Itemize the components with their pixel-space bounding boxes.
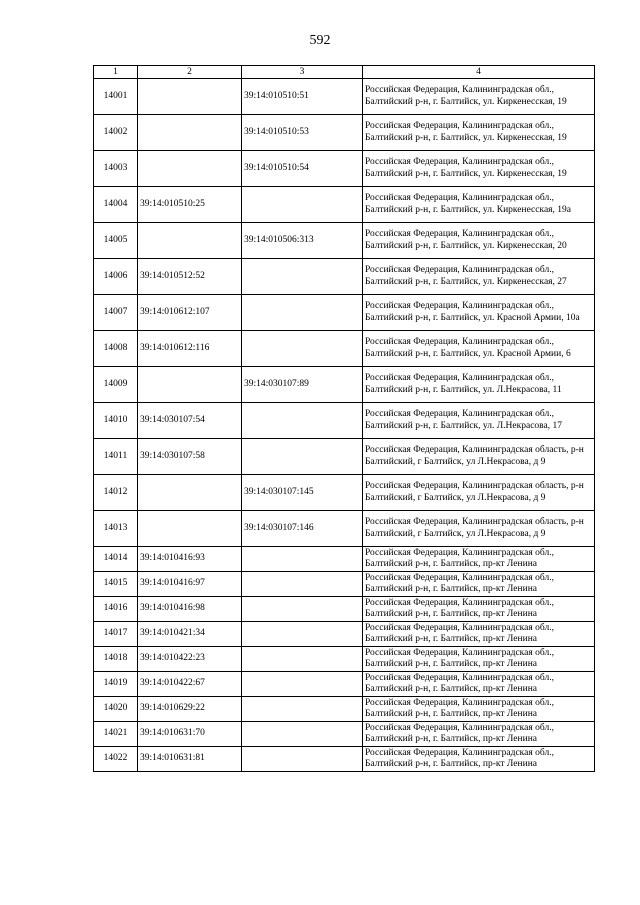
cadastral-number-col2: 39:14:030107:58 xyxy=(138,439,242,475)
cadastral-number-col3 xyxy=(242,597,363,622)
row-number: 14018 xyxy=(94,647,138,672)
cadastral-number-col3 xyxy=(242,439,363,475)
table-header-row xyxy=(94,66,595,79)
address: Российская Федерация, Калининградская обл., Балтийский р-н, г. Балтийск, ул. Л.Некрасова, 17 xyxy=(363,403,595,439)
row-number: 14022 xyxy=(94,747,138,772)
table-row xyxy=(94,223,595,259)
table-row xyxy=(94,403,595,439)
row-number: 14005 xyxy=(94,223,138,259)
cadastral-number-col3: 39:14:010510:54 xyxy=(242,151,363,187)
address: Российская Федерация, Калининградская обл., Балтийский р-н, г. Балтийск, пр-кт Ленина xyxy=(363,572,595,597)
column-header-2: 2 xyxy=(138,66,242,79)
table-row xyxy=(94,475,595,511)
cadastral-number-col2: 39:14:010416:93 xyxy=(138,547,242,572)
cadastral-number-col2: 39:14:010416:97 xyxy=(138,572,242,597)
cadastral-number-col2: 39:14:010421:34 xyxy=(138,622,242,647)
cadastral-number-col2 xyxy=(138,511,242,547)
address: Российская Федерация, Калининградская обл., Балтийский р-н, г. Балтийск, пр-кт Ленина xyxy=(363,722,595,747)
table-row xyxy=(94,597,595,622)
table-row xyxy=(94,331,595,367)
address: Российская Федерация, Калининградская область, р-н Балтийский, г Балтийск, ул Л.Некрасова, д 9 xyxy=(363,511,595,547)
address: Российская Федерация, Калининградская область, р-н Балтийский, г Балтийск, ул Л.Некрасова, д 9 xyxy=(363,475,595,511)
row-number: 14007 xyxy=(94,295,138,331)
table-row xyxy=(94,511,595,547)
address: Российская Федерация, Калининградская обл., Балтийский р-н, г. Балтийск, пр-кт Ленина xyxy=(363,622,595,647)
table-row xyxy=(94,622,595,647)
address: Российская Федерация, Калининградская обл., Балтийский р-н, г. Балтийск, ул. Красной Армии, 10а xyxy=(363,295,595,331)
column-header-1: 1 xyxy=(94,66,138,79)
table-row xyxy=(94,79,595,115)
cadastral-number-col3 xyxy=(242,747,363,772)
table-row xyxy=(94,151,595,187)
cadastral-number-col2 xyxy=(138,223,242,259)
table-row xyxy=(94,722,595,747)
cadastral-number-col3 xyxy=(242,295,363,331)
table-row xyxy=(94,367,595,403)
address: Российская Федерация, Калининградская область, р-н Балтийский, г Балтийск, ул Л.Некрасова, д 9 xyxy=(363,439,595,475)
address: Российская Федерация, Калининградская обл., Балтийский р-н, г. Балтийск, ул. Л.Некрасова, 11 xyxy=(363,367,595,403)
cadastral-number-col3 xyxy=(242,722,363,747)
page-number: 592 xyxy=(309,33,331,48)
cadastral-number-col2: 39:14:010422:67 xyxy=(138,672,242,697)
cadastral-number-col2: 39:14:010612:116 xyxy=(138,331,242,367)
row-number: 14020 xyxy=(94,697,138,722)
table-row xyxy=(94,295,595,331)
cadastral-number-col2 xyxy=(138,115,242,151)
cadastral-number-col3 xyxy=(242,572,363,597)
cadastral-number-col3: 39:14:010510:51 xyxy=(242,79,363,115)
row-number: 14014 xyxy=(94,547,138,572)
cadastral-number-col3: 39:14:030107:89 xyxy=(242,367,363,403)
address: Российская Федерация, Калининградская обл., Балтийский р-н, г. Балтийск, пр-кт Ленина xyxy=(363,672,595,697)
column-header-3: 3 xyxy=(242,66,363,79)
cadastral-number-col2: 39:14:010422:23 xyxy=(138,647,242,672)
table-row xyxy=(94,647,595,672)
cadastral-number-col2: 39:14:010416:98 xyxy=(138,597,242,622)
address: Российская Федерация, Калининградская обл., Балтийский р-н, г. Балтийск, ул. Киркенесская, 20 xyxy=(363,223,595,259)
address: Российская Федерация, Калининградская обл., Балтийский р-н, г. Балтийск, пр-кт Ленина xyxy=(363,647,595,672)
row-number: 14011 xyxy=(94,439,138,475)
address: Российская Федерация, Калининградская обл., Балтийский р-н, г. Балтийск, ул. Киркенесская, 19 xyxy=(363,79,595,115)
cadastral-number-col2: 39:14:010612:107 xyxy=(138,295,242,331)
cadastral-number-col2: 39:14:010510:25 xyxy=(138,187,242,223)
row-number: 14015 xyxy=(94,572,138,597)
cadastral-number-col2 xyxy=(138,475,242,511)
address: Российская Федерация, Калининградская обл., Балтийский р-н, г. Балтийск, ул. Киркенесская, 19 xyxy=(363,151,595,187)
cadastral-number-col3 xyxy=(242,547,363,572)
row-number: 14002 xyxy=(94,115,138,151)
row-number: 14019 xyxy=(94,672,138,697)
row-number: 14017 xyxy=(94,622,138,647)
row-number: 14021 xyxy=(94,722,138,747)
address: Российская Федерация, Калининградская обл., Балтийский р-н, г. Балтийск, пр-кт Ленина xyxy=(363,697,595,722)
row-number: 14004 xyxy=(94,187,138,223)
registry-table xyxy=(93,65,595,772)
row-number: 14006 xyxy=(94,259,138,295)
cadastral-number-col2 xyxy=(138,151,242,187)
cadastral-number-col2 xyxy=(138,79,242,115)
table-row xyxy=(94,672,595,697)
cadastral-number-col3: 39:14:010506:313 xyxy=(242,223,363,259)
table-row xyxy=(94,697,595,722)
cadastral-number-col2: 39:14:010631:70 xyxy=(138,722,242,747)
cadastral-number-col3 xyxy=(242,403,363,439)
table-row xyxy=(94,187,595,223)
cadastral-number-col3 xyxy=(242,697,363,722)
cadastral-number-col3 xyxy=(242,672,363,697)
table-body xyxy=(94,79,595,772)
row-number: 14001 xyxy=(94,79,138,115)
table-row xyxy=(94,259,595,295)
address: Российская Федерация, Калининградская обл., Балтийский р-н, г. Балтийск, ул. Киркенесская, 27 xyxy=(363,259,595,295)
column-header-4: 4 xyxy=(363,66,595,79)
row-number: 14012 xyxy=(94,475,138,511)
cadastral-number-col3: 39:14:010510:53 xyxy=(242,115,363,151)
address: Российская Федерация, Калининградская обл., Балтийский р-н, г. Балтийск, пр-кт Ленина xyxy=(363,747,595,772)
address: Российская Федерация, Калининградская обл., Балтийский р-н, г. Балтийск, пр-кт Ленина xyxy=(363,547,595,572)
cadastral-number-col2: 39:14:010512:52 xyxy=(138,259,242,295)
row-number: 14010 xyxy=(94,403,138,439)
row-number: 14016 xyxy=(94,597,138,622)
address: Российская Федерация, Калининградская обл., Балтийский р-н, г. Балтийск, ул. Киркенесская, 19а xyxy=(363,187,595,223)
cadastral-number-col3 xyxy=(242,331,363,367)
cadastral-number-col3: 39:14:030107:145 xyxy=(242,475,363,511)
table-row xyxy=(94,747,595,772)
cadastral-number-col2: 39:14:010629:22 xyxy=(138,697,242,722)
cadastral-number-col2: 39:14:030107:54 xyxy=(138,403,242,439)
address: Российская Федерация, Калининградская обл., Балтийский р-н, г. Балтийск, пр-кт Ленина xyxy=(363,597,595,622)
cadastral-number-col3 xyxy=(242,187,363,223)
cadastral-number-col3 xyxy=(242,622,363,647)
table-row xyxy=(94,547,595,572)
address: Российская Федерация, Калининградская обл., Балтийский р-н, г. Балтийск, ул. Киркенесская, 19 xyxy=(363,115,595,151)
cadastral-number-col2 xyxy=(138,367,242,403)
table-row xyxy=(94,115,595,151)
cadastral-number-col2: 39:14:010631:81 xyxy=(138,747,242,772)
cadastral-number-col3 xyxy=(242,647,363,672)
row-number: 14003 xyxy=(94,151,138,187)
row-number: 14009 xyxy=(94,367,138,403)
cadastral-number-col3 xyxy=(242,259,363,295)
address: Российская Федерация, Калининградская обл., Балтийский р-н, г. Балтийск, ул. Красной Армии, 6 xyxy=(363,331,595,367)
table-row xyxy=(94,572,595,597)
table-row xyxy=(94,439,595,475)
row-number: 14008 xyxy=(94,331,138,367)
cadastral-number-col3: 39:14:030107:146 xyxy=(242,511,363,547)
row-number: 14013 xyxy=(94,511,138,547)
